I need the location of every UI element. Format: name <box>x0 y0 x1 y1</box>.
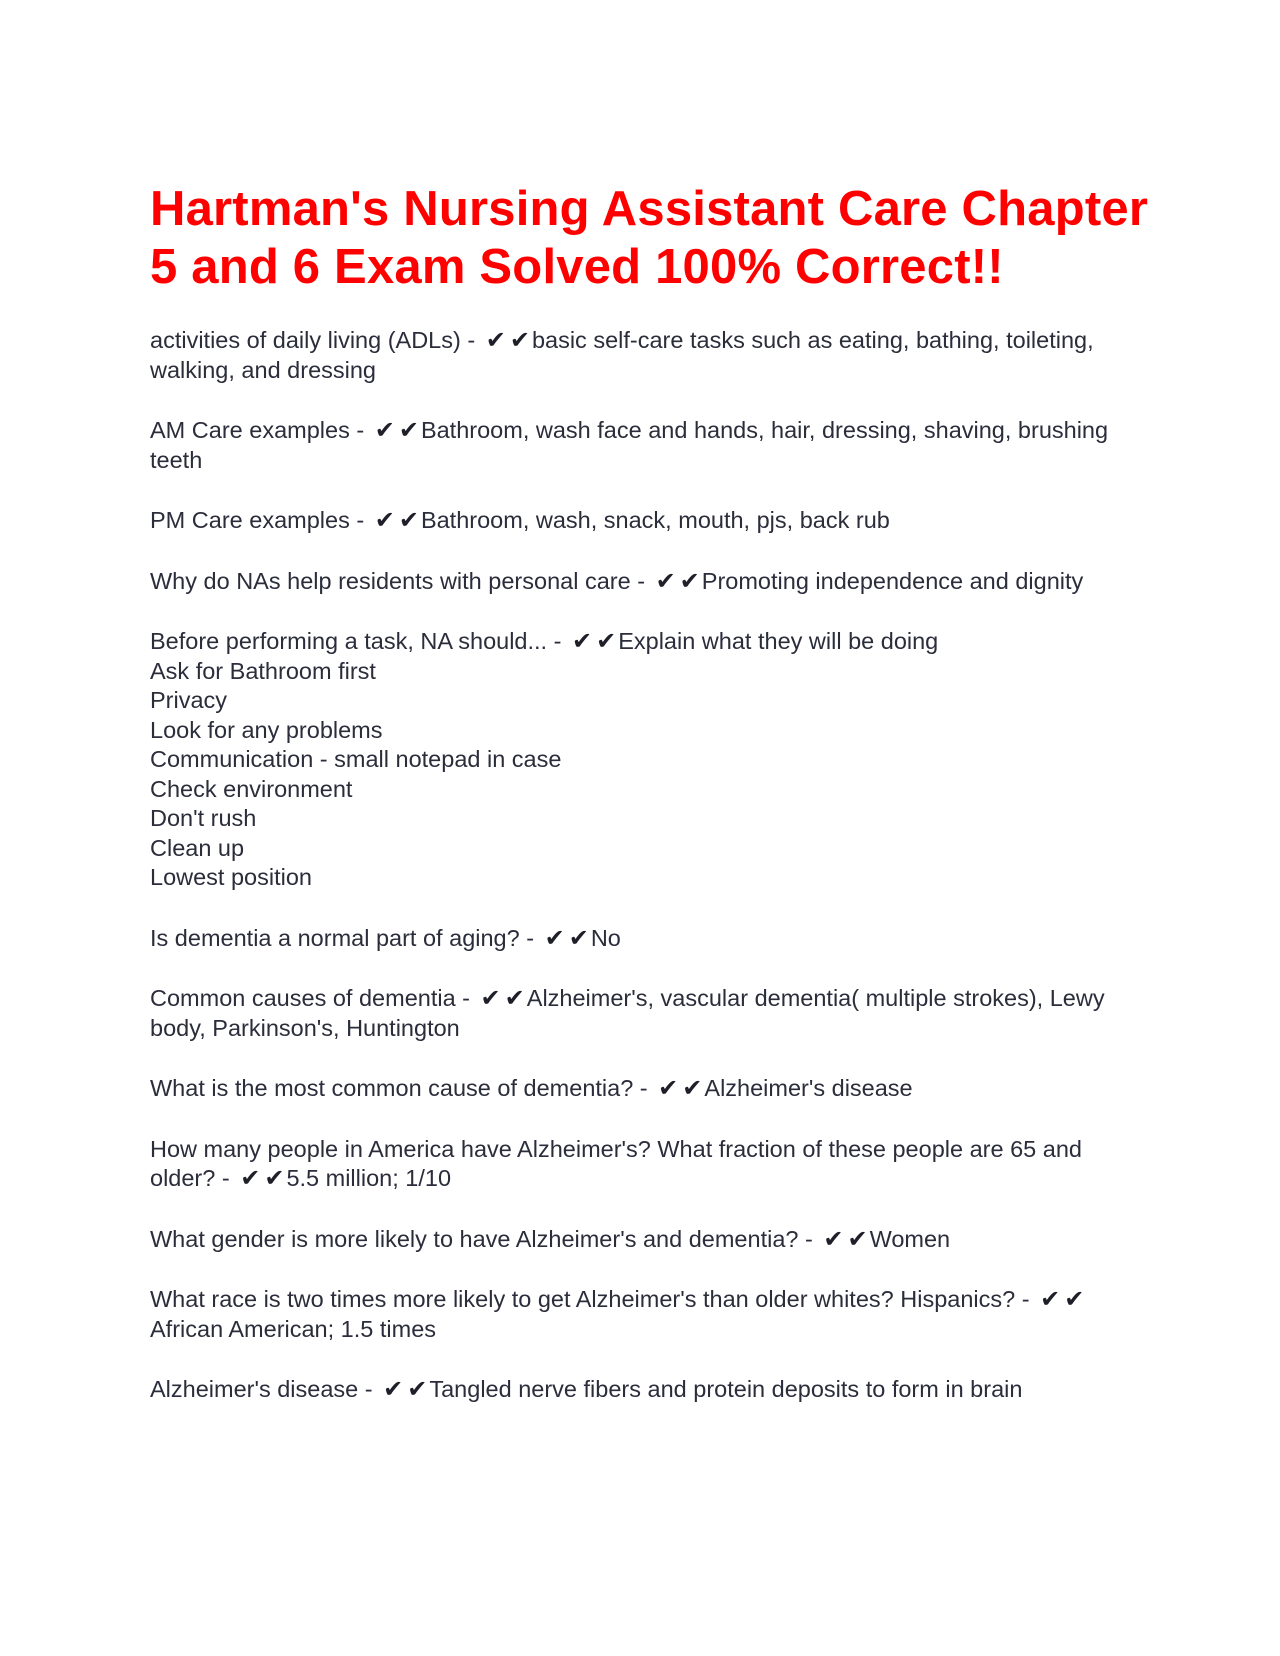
answer-line: Look for any problems <box>150 716 383 743</box>
double-checkmark-icon: ✔✔ <box>383 1376 432 1403</box>
answer-text: basic self-care tasks such as eating, bathing, toileting, walking, and dressing <box>150 327 1094 383</box>
qa-item <box>150 416 1150 475</box>
question-text: AM Care examples <box>150 417 350 443</box>
qa-item <box>150 1225 1150 1255</box>
double-checkmark-icon: ✔✔ <box>374 507 423 534</box>
double-checkmark-icon: ✔✔ <box>485 327 534 354</box>
separator: - <box>519 924 541 951</box>
double-checkmark-icon: ✔✔ <box>480 985 529 1012</box>
answer-line: Check environment <box>150 775 353 802</box>
separator: - <box>215 1165 237 1191</box>
answer-text: Alzheimer's disease <box>704 1075 913 1101</box>
question-text: activities of daily living (ADLs) <box>150 327 461 353</box>
qa-item <box>150 924 1150 954</box>
separator: - <box>630 567 652 594</box>
answer-line: Lowest position <box>150 864 312 890</box>
answer-text: African American; 1.5 times <box>150 1315 437 1342</box>
double-checkmark-icon: ✔✔ <box>240 1165 289 1192</box>
double-checkmark-icon: ✔✔ <box>655 567 704 595</box>
separator: - <box>547 628 568 654</box>
separator: - <box>358 1376 380 1402</box>
answer-text: Explain what they will be doing <box>618 628 939 654</box>
double-checkmark-icon: ✔✔ <box>658 1075 707 1102</box>
separator: - <box>349 417 371 443</box>
question-text: Is dementia a normal part of aging? <box>150 924 520 951</box>
question-text: PM Care examples <box>150 507 350 533</box>
separator: - <box>349 507 371 533</box>
qa-item <box>150 1285 1150 1344</box>
separator: - <box>460 327 482 353</box>
answer-line: Don't rush <box>150 805 257 831</box>
answer-text: 5.5 million; 1/10 <box>286 1165 452 1191</box>
qa-item <box>150 1375 1150 1405</box>
document-title: Hartman's Nursing Assistant Care Chapter 5 and 6 Exam Solved 100% Correct!! <box>150 182 1149 294</box>
question-text: How many people in America have Alzheimer's? What fraction of these people are 65 and older? <box>150 1135 1082 1191</box>
separator: - <box>1015 1286 1037 1312</box>
answer-text: Women <box>869 1225 951 1252</box>
double-checkmark-icon: ✔✔ <box>571 628 621 655</box>
qa-list <box>150 326 1150 1405</box>
question-text: Alzheimer's disease <box>150 1376 359 1402</box>
question-text: Common causes of dementia <box>150 985 456 1011</box>
qa-item <box>150 506 1150 536</box>
answer-text: Bathroom, wash, snack, mouth, pjs, back rub <box>420 507 890 533</box>
qa-item <box>150 984 1150 1043</box>
separator: - <box>455 985 477 1011</box>
qa-item <box>150 627 1150 893</box>
question-text: Why do NAs help residents with personal care <box>150 567 631 594</box>
question-text: What is the most common cause of dementia? <box>150 1075 634 1101</box>
answer-line: Communication - small notepad in case <box>150 746 562 772</box>
question-text: What gender is more likely to have Alzheimer's and dementia? <box>150 1225 799 1252</box>
separator: - <box>798 1225 820 1252</box>
qa-item <box>150 567 1150 597</box>
answer-text: Tangled nerve fibers and protein deposits to form in brain <box>429 1376 1023 1402</box>
answer-line: Privacy <box>150 687 228 713</box>
answer-text: Promoting independence and dignity <box>701 567 1084 594</box>
double-checkmark-icon: ✔✔ <box>823 1225 872 1253</box>
answer-text: Bathroom, wash face and hands, hair, dressing, shaving, brushing teeth <box>150 417 1109 473</box>
qa-item <box>150 1135 1150 1194</box>
answer-line: Clean up <box>150 834 245 861</box>
answer-line: Ask for Bathroom first <box>150 657 376 684</box>
document-page <box>150 180 1150 1405</box>
question-text: What race is two times more likely to get Alzheimer's than older whites? Hispanics? <box>150 1286 1016 1312</box>
double-checkmark-icon: ✔✔ <box>1040 1286 1089 1313</box>
double-checkmark-icon: ✔✔ <box>374 417 423 444</box>
answer-text: Alzheimer's, vascular dementia( multiple strokes), Lewy body, Parkinson's, Huntington <box>150 985 1105 1041</box>
separator: - <box>633 1075 655 1101</box>
double-checkmark-icon: ✔✔ <box>544 924 593 952</box>
question-text: Before performing a task, NA should... <box>150 628 548 654</box>
answer-text: No <box>590 924 621 951</box>
qa-item <box>150 326 1150 385</box>
qa-item <box>150 1074 1150 1104</box>
